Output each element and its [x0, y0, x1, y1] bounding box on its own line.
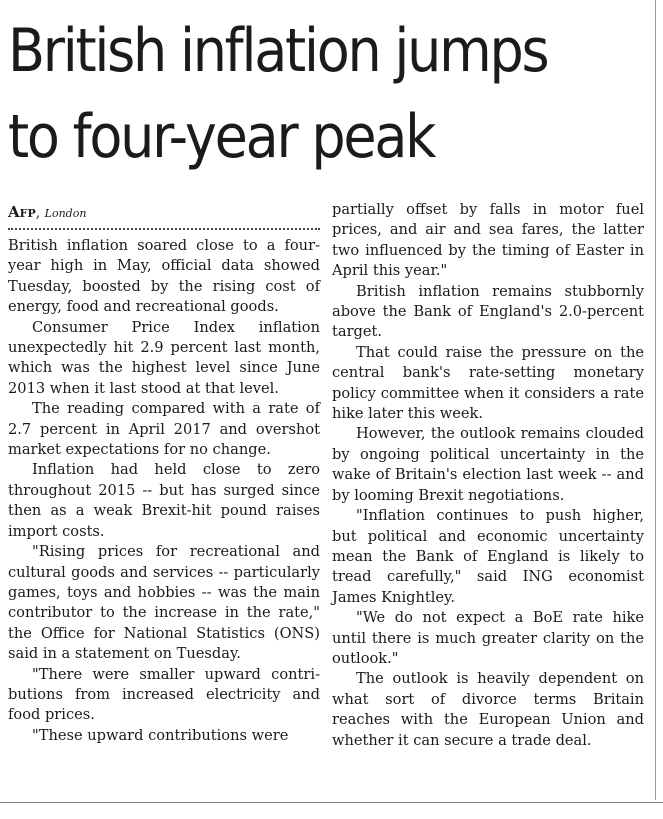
article-paragraph: "Rising prices for recreational and cultural goods and services -- particularly games, toys and hobbies -- was the main contributor to the increase in the rate," the Office for National Statistics (ONS) said in a statement on Tuesday.	[8, 543, 320, 663]
article-paragraph: partially offset by falls in motor fuel prices, and air and sea fares, the latter two influenced by the timing of Easter in April this year."	[332, 201, 644, 280]
article-paragraph: British inflation soared close to a fouryear high in May, official data showed Tuesday, boosted by the rising cost of energy, food and recreational goods.	[8, 237, 320, 316]
article-paragraph: The outlook is heavily dependent on what sort of divorce terms Britain reaches with the European Union and whether it can secure a trade deal.	[332, 670, 644, 749]
article-paragraph: The reading compared with a rate of 2.7 percent in April 2017 and overshot market expectations for no change.	[8, 400, 320, 459]
article-paragraph: "We do not expect a BoE rate hike until there is much greater clarity on the outlook."	[332, 609, 644, 667]
article-paragraph: However, the outlook remains clouded by ongoing political uncertainty in the wake of Britain's election last week -- and by looming Brexit negotiations.	[332, 425, 644, 504]
byline: Afp, London	[8, 203, 87, 221]
article-paragraph: That could raise the pressure on the central bank's rate-setting monetary policy committee when it considers a rate hike later this week.	[332, 343, 644, 423]
article-headline: British inflation jumps to four-year peak	[8, 16, 548, 172]
article-column-left	[8, 200, 320, 746]
article-paragraph: "Inflation continues to push higher, but political and economic uncertainty mean the Bank of England is likely to tread carefully," said ING economist James Knightley.	[332, 507, 644, 606]
page-bottom-rule	[0, 802, 663, 803]
byline-dotted-rule	[8, 228, 320, 230]
article-paragraph: "These upward contributions were	[32, 726, 289, 744]
article-paragraph: Consumer Price Index inflation unexpectedly hit 2.9 percent last month, which was the highest level since June 2013 when it last stood at that level.	[8, 318, 320, 397]
page-column-rule	[655, 0, 656, 800]
article-paragraph: Inflation had held close to zero throughout 2015 -- but has surged since then as a weak Brexit-hit pound raises import costs.	[8, 461, 320, 540]
article-column-right	[332, 200, 644, 751]
byline-agency: Afp	[8, 203, 36, 221]
byline-location: London	[44, 207, 87, 220]
article-paragraph: British inflation remains stubbornly above the Bank of England's 2.0-percent target.	[332, 282, 644, 341]
article-paragraph: "There were smaller upward contributions from increased electricity and food prices.	[8, 665, 320, 724]
